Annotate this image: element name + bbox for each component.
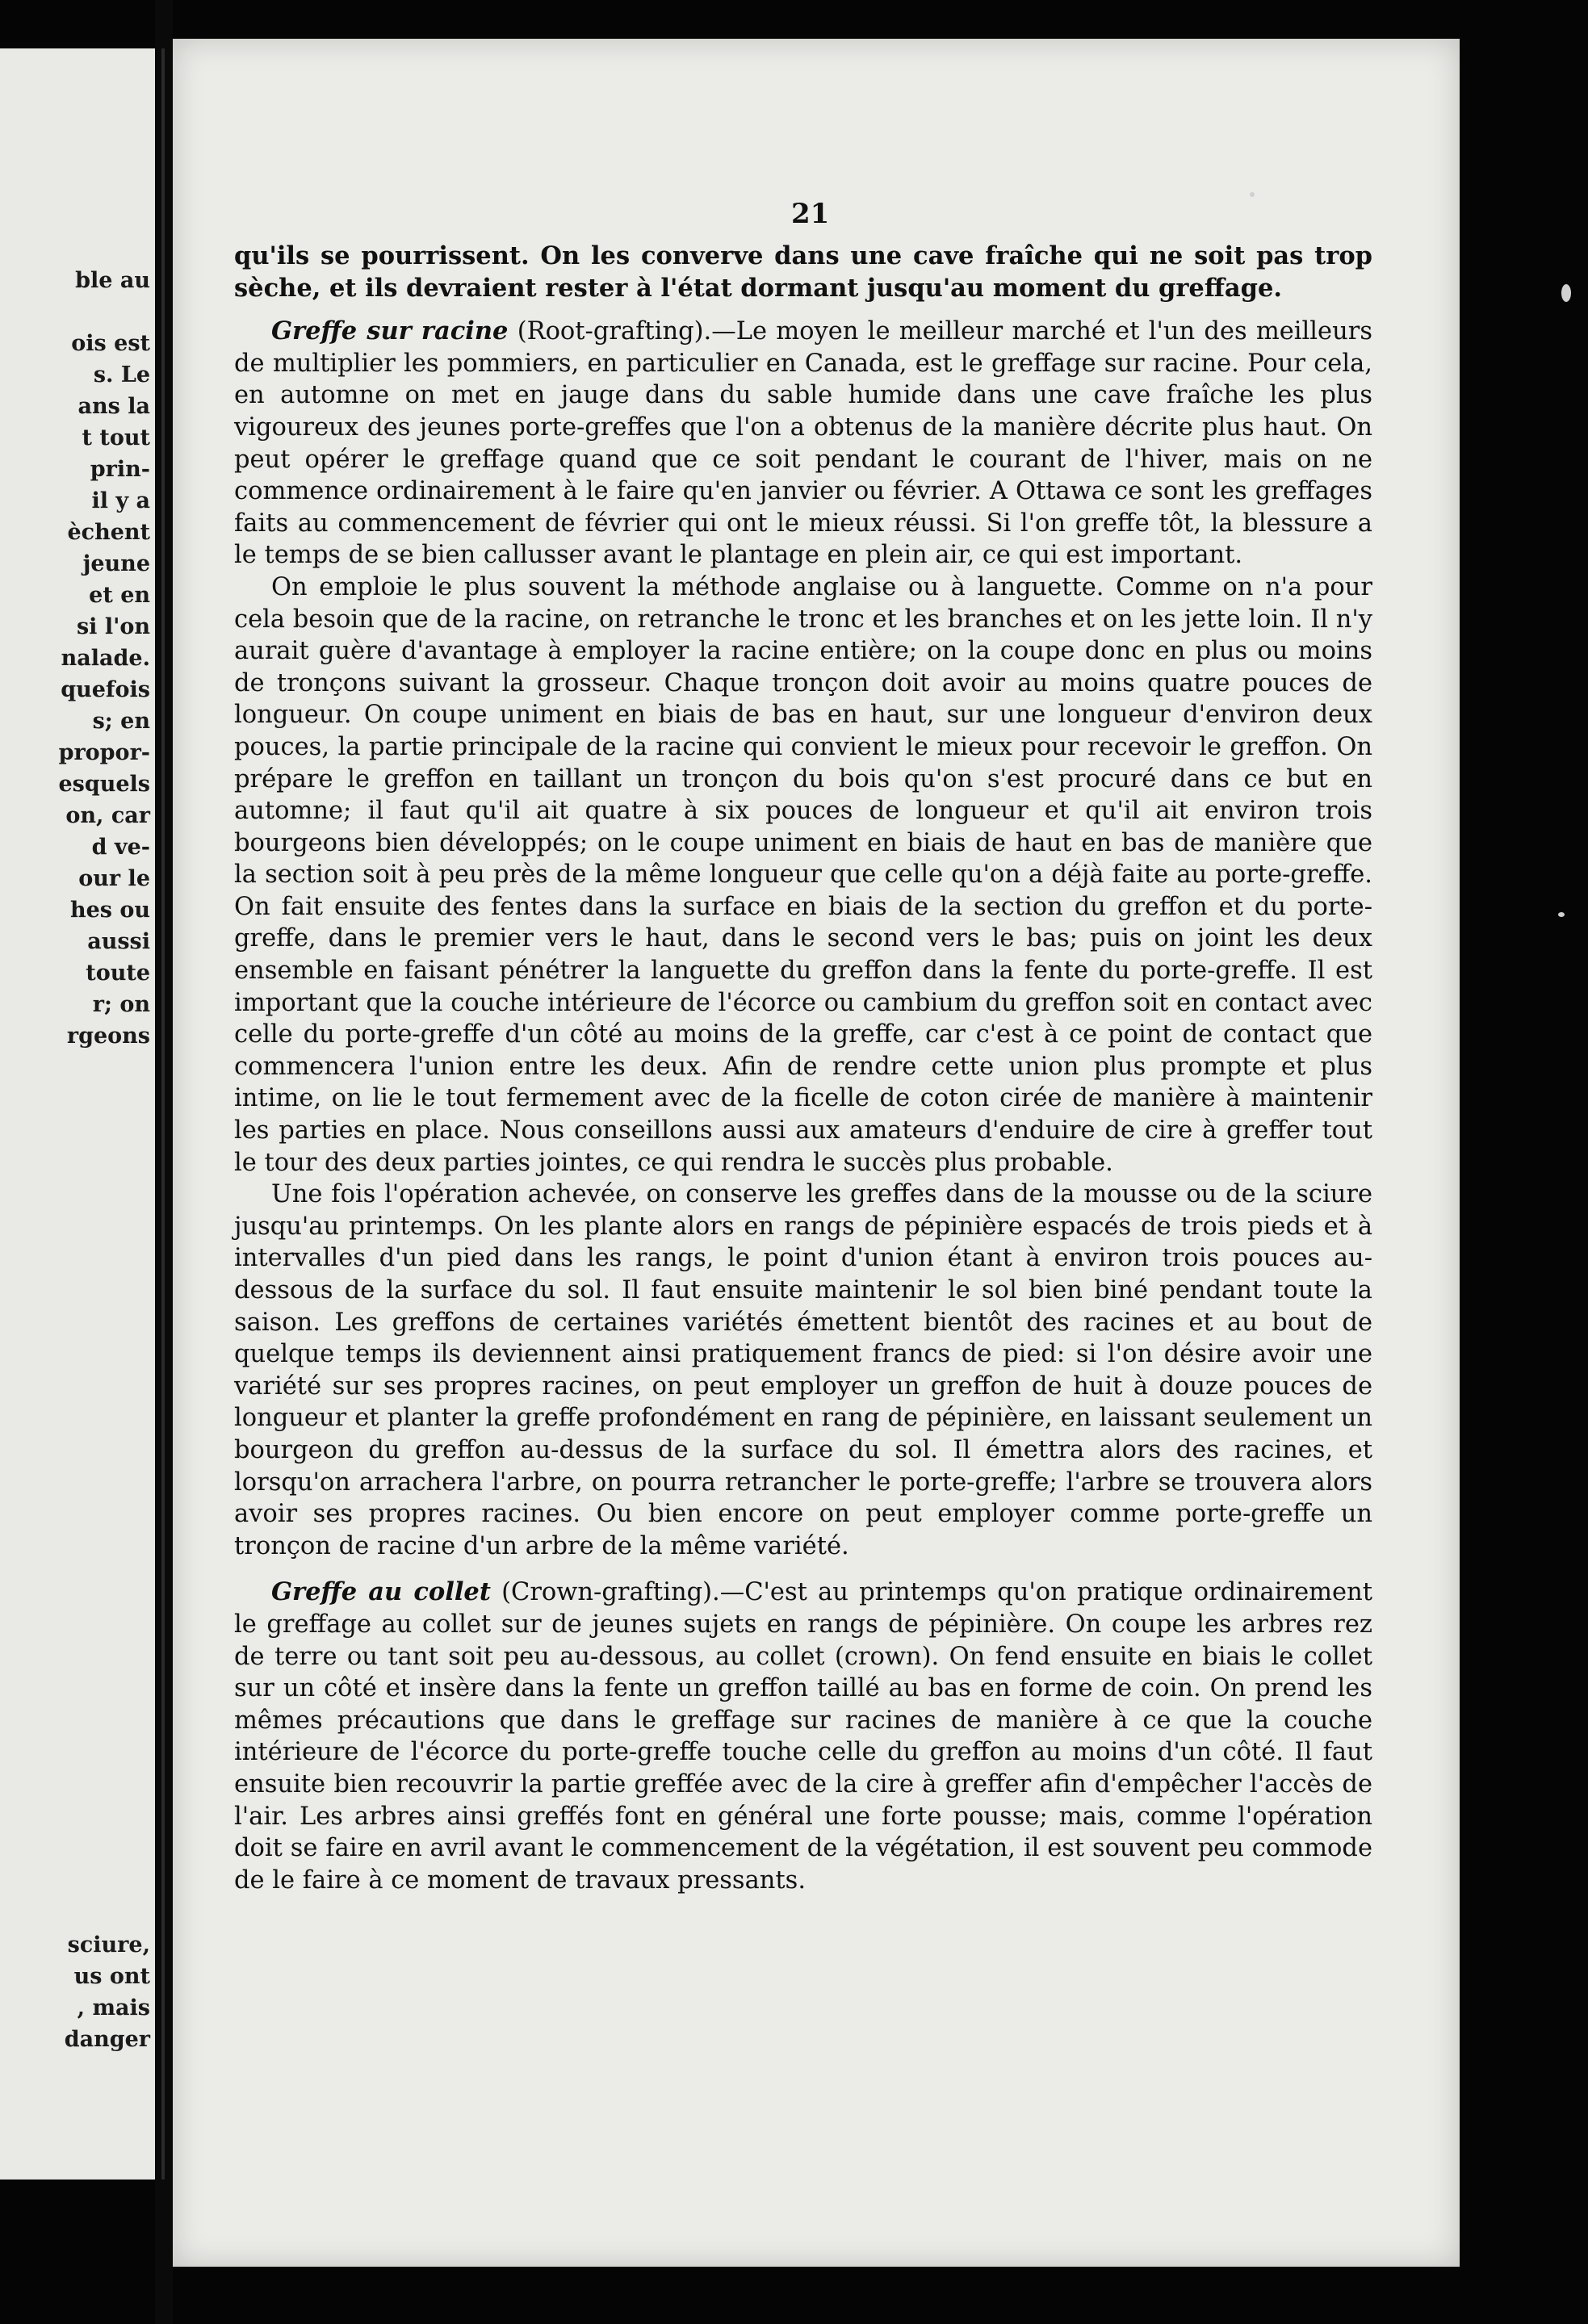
paragraph-crown-grafting: Greffe au collet (Crown-grafting).—C'est au printemps qu'on pratique ordinairement le greffage au collet sur de jeunes sujets en rangs de pépinière. On coupe les arbres rez de terre ou tant soit peu au-dessous, au collet (crown). On fend ensuite en biais le collet sur un côté et insère dans la fente un greffon taillé au bas en forme de coin. On prend les mêmes précautions que dans le greffage sur racines de manière à ce que la couche intérieure de l'écorce du porte-greffe touche celle du greffon au moins d'un côté. Il faut ensuite bien recouvrir la partie greffée avec de la cire à greffer afin d'empêcher l'accès de l'air. Les arbres ainsi greffés font en général une forte pousse; mais, comme l'opération doit se faire en avril avant le commencement de la végétation, il est souvent peu commode de le faire à ce moment de travaux pressants. [234,1577,1372,1895]
left-page-text-bottom: sciure, us ont , mais danger [64,1932,150,2052]
paragraph-1: qu'ils se pourrissent. On les converve dans une cave fraîche qui ne soit pas trop sèche, et ils devraient rester à l'état dormant jusqu'au moment du greffage. [234,241,1372,303]
page-body [234,241,1372,1896]
left-page-text-top: ble au ois est s. Le ans la t tout prin- il y a èchent jeune et en si l'on nalade. quefois s; en propor- esquels on, car d ve- our le hes ou aussi toute r; on rgeons [58,268,150,1049]
page-number: 21 [791,198,830,230]
scan-speck [1561,284,1571,302]
section-heading-crown-grafting: Greffe au collet [271,1577,491,1607]
gutter-shadow [161,48,165,2180]
scan-speck [1250,192,1255,197]
scan-speck [1558,912,1565,917]
left-page-fragment [0,48,155,2180]
paragraph-3: On emploie le plus souvent la méthode anglaise ou à languette. Comme on n'a pour cela besoin que de la racine, on retranche le tronc et les branches et on les jette loin. Il n'y aurait guère d'avantage à employer la racine entière; on la coupe donc en plus ou moins de tronçons suivant la grosseur. Chaque tronçon doit avoir au moins quatre pouces de longueur. On coupe uniment en biais de bas en haut, sur une longueur d'environ deux pouces, la partie principale de la racine qui convient le mieux pour recevoir le greffon. On prépare le greffon en taillant un tronçon du bois qu'on s'est procuré dans ce but en automne; il faut qu'il ait quatre à six pouces de longueur et qu'il ait environ trois bourgeons bien développés; on le coupe uniment en biais de haut en bas de manière que la section soit à peu près de la même longueur que celle qu'on a déjà faite au porte-greffe. On fait ensuite des fentes dans la surface en biais de la section du greffon et du porte-greffe, dans le premier vers le haut, dans le second vers le bas; puis on joint les deux ensemble en faisant pénétrer la languette du greffon dans la fente du porte-greffe. Il est important que la couche intérieure de l'écorce ou cambium du greffon soit en contact avec celle du porte-greffe d'un côté au moins de la greffe, car c'est à ce point de contact que commencera l'union entre les deux. Afin de rendre cette union plus prompte et plus intime, on lie le tout fermement avec de la ficelle de coton cirée de manière à maintenir les parties en place. Nous conseillons aussi aux amateurs d'enduire de cire à greffer tout le tour des deux parties jointes, ce qui rendra le succès plus probable. [234,572,1373,1177]
section-heading-root-grafting: Greffe sur racine [271,316,509,346]
paragraph-root-grafting: Greffe sur racine (Root-grafting).—Le moyen le meilleur marché et l'un des meilleurs de multiplier les pommiers, en particulier en Canada, est le greffage sur racine. Pour cela, en automne on met en jauge dans du sable humide dans une cave fraîche les plus vigoureux des jeunes porte-greffes que l'on a obtenus de la manière décrite plus haut. On peut opérer le greffage quand que ce soit pendant le courant de l'hiver, mais on ne commence ordinairement à le faire qu'en janvier ou février. A Ottawa ce sont les greffages faits au commencement de février qui ont le mieux réussi. Si l'on greffe tôt, la blessure a le temps de se bien callusser avant le plantage en plein air, ce qui est important. [234,316,1372,570]
paragraph-4: Une fois l'opération achevée, on conserve les greffes dans de la mousse ou de la sciure jusqu'au printemps. On les plante alors en rangs de pépinière espacés de trois pieds et à intervalles d'un pied dans les rangs, le point d'union étant à environ trois pouces au-dessous de la surface du sol. Il faut ensuite maintenir le sol bien biné pendant toute la saison. Les greffons de certaines variétés émettent bientôt des racines et au bout de quelque temps ils deviennent ainsi pratiquement francs de pied: si l'on désire avoir une variété sur ses propres racines, on peut employer un greffon de huit à douze pouces de longueur et planter la greffe profondément en rang de pépinière, en laissant seulement un bourgeon du greffon au-dessus de la surface du sol. Il émettra alors des racines, et lorsqu'on arrachera l'arbre, on pourra retrancher le porte-greffe; l'arbre se trouvera alors avoir ses propres racines. Ou bien encore on peut employer comme porte-greffe un tronçon de racine d'un arbre de la même variété. [234,1180,1372,1560]
